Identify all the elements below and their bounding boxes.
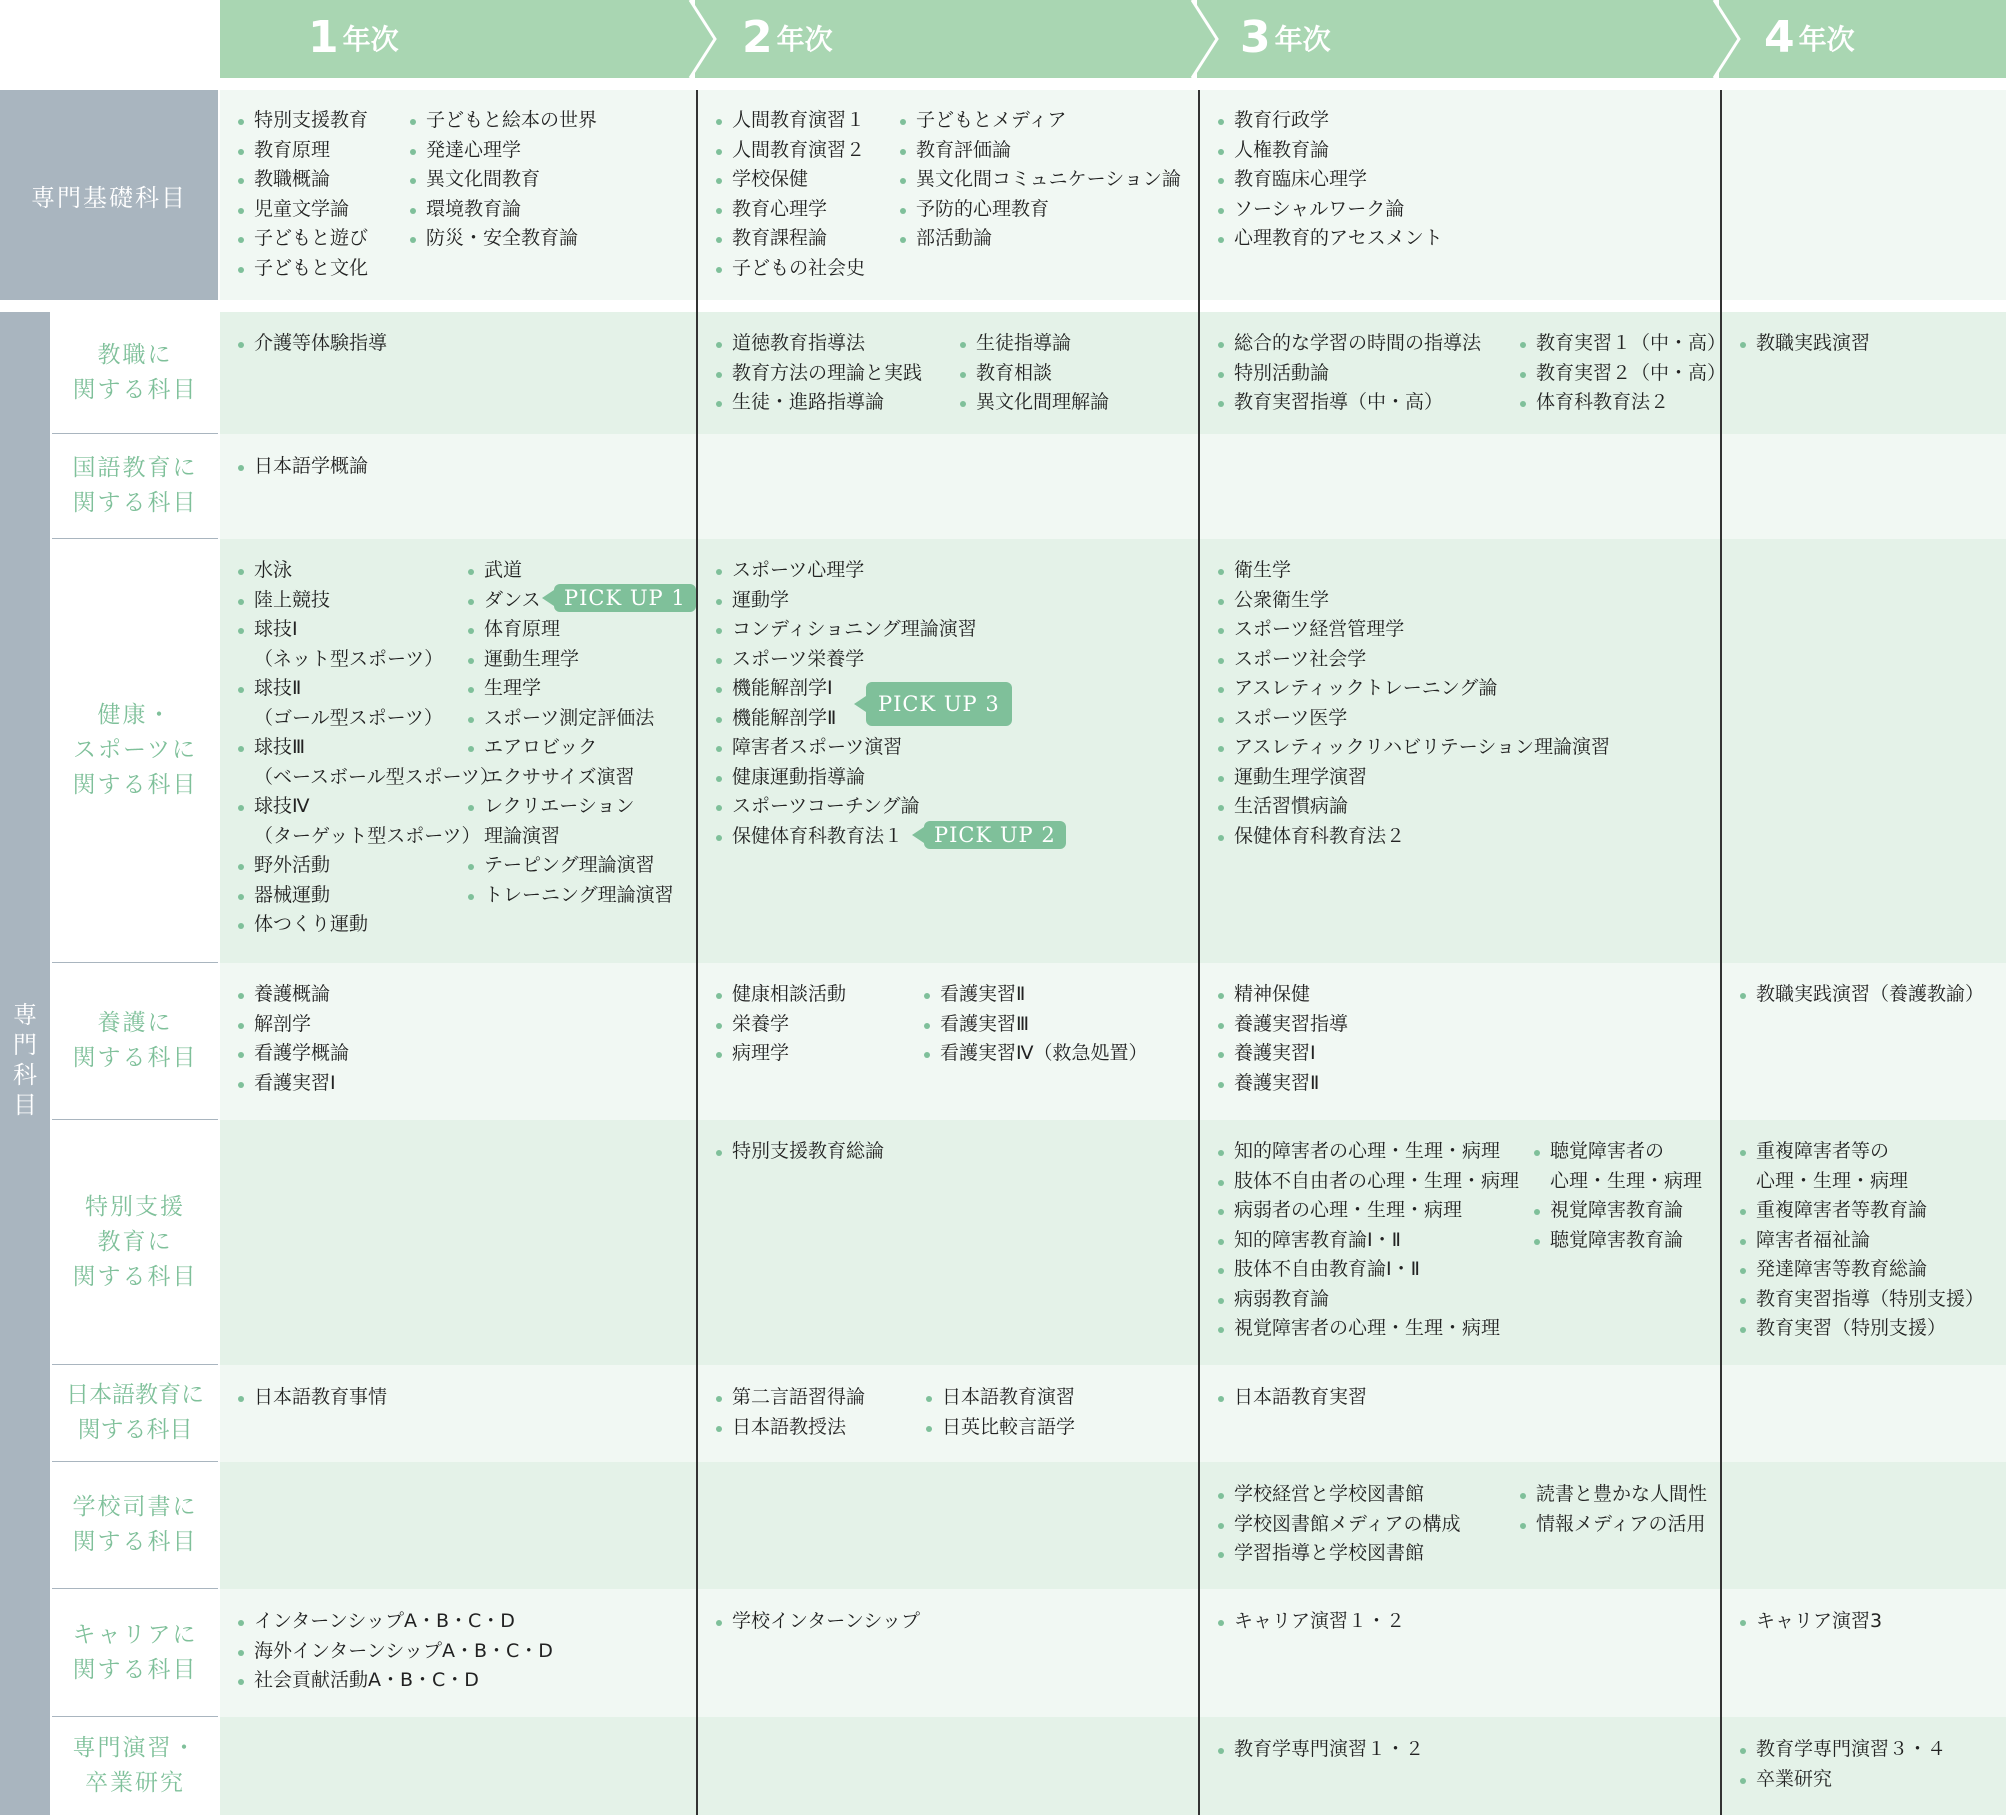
shisho-y3-list-b [1518, 1480, 1707, 1539]
subject-item: 運動学 [714, 586, 977, 616]
yogo-y1-list [236, 980, 349, 1098]
yogo-y4-list [1738, 980, 1984, 1010]
subject-item: 重複障害者等教育論 [1738, 1196, 1984, 1226]
subject-item: 養護実習Ⅱ [1216, 1069, 1348, 1099]
subject-item: 視覚障害教育論 [1532, 1196, 1702, 1226]
category-yogo: 養護に 関する科目 [52, 963, 218, 1120]
subject-item: 日本語学概論 [236, 452, 368, 482]
subject-item: 教育実習指導（特別支援） [1738, 1285, 1984, 1315]
category-sotsugyo: 専門演習・ 卒業研究 [52, 1717, 218, 1815]
subject-item: 運動生理学演習 [1216, 763, 1610, 793]
subject-item: 看護実習Ⅲ [922, 1010, 1148, 1040]
subject-item: 日本語教育実習 [1216, 1383, 1367, 1413]
subject-item: 体育原理 [466, 615, 674, 645]
subject-item: 生活習慣病論 [1216, 792, 1610, 822]
subject-item: 教育学専門演習３・４ [1738, 1735, 1946, 1765]
nihongo-y2-list-a [714, 1383, 865, 1442]
subject-item: 教育相談 [958, 359, 1109, 389]
sotsugyo-y3-list [1216, 1735, 1424, 1765]
subject-item: 機能解剖学Ⅰ [714, 674, 977, 704]
pickup-badge-1[interactable]: PICK UP 1 [554, 584, 696, 612]
base-y2-list-b [898, 106, 1181, 254]
subject-item: 生徒・進路指導論 [714, 388, 922, 418]
year-header-bar [0, 0, 2006, 80]
subject-item: アスレティックトレーニング論 [1216, 674, 1610, 704]
subject-item: （ターゲット型スポーツ） [254, 824, 481, 847]
kyoshoku-y1-list [236, 329, 387, 359]
subject-item: 教育実習１（中・高） [1518, 329, 1726, 359]
subject-item: 社会貢献活動A・B・C・D [236, 1666, 553, 1696]
subject-item: 看護学概論 [236, 1039, 349, 1069]
subject-item: 病弱者の心理・生理・病理 [1216, 1196, 1519, 1226]
subject-item: 学校経営と学校図書館 [1216, 1480, 1460, 1510]
shisho-row-bg [220, 1462, 2006, 1589]
subject-item: 読書と豊かな人間性 [1518, 1480, 1707, 1510]
subject-item: アスレティックリハビリテーション理論演習 [1216, 733, 1610, 763]
yogo-y2-list-a [714, 980, 846, 1069]
base-subjects-header: 専門基礎科目 [0, 90, 218, 300]
base-y2-list-a [714, 106, 865, 283]
subject-item: 子どもの社会史 [714, 254, 865, 284]
year-3-label: 3 年次 [1240, 12, 1331, 63]
subject-item: 病理学 [714, 1039, 846, 1069]
subject-item: 教育実習２（中・高） [1518, 359, 1726, 389]
subject-item: 日本語教育演習 [924, 1383, 1075, 1413]
subject-item: 子どもと文化 [236, 254, 368, 284]
subject-item: 球技Ⅰ [236, 615, 499, 645]
subject-item: スポーツ心理学 [714, 556, 977, 586]
subject-item: 水泳 [236, 556, 499, 586]
base-y1-list-b [408, 106, 597, 254]
subject-item: 部活動論 [898, 224, 1181, 254]
subject-item: （ネット型スポーツ） [254, 647, 444, 670]
subject-item: 養護実習Ⅰ [1216, 1039, 1348, 1069]
subject-item: 予防的心理教育 [898, 195, 1181, 225]
subject-item: 公衆衛生学 [1216, 586, 1610, 616]
subject-item: 学習指導と学校図書館 [1216, 1539, 1460, 1569]
subject-item: （ベースボール型スポーツ） [254, 765, 499, 788]
subject-item: 教育学専門演習１・２ [1216, 1735, 1424, 1765]
subject-item: 発達心理学 [408, 136, 597, 166]
subject-item: 栄養学 [714, 1010, 846, 1040]
subject-item: （ゴール型スポーツ） [254, 706, 443, 729]
senmon-subjects-header [0, 312, 50, 1815]
subject-item: 保健体育科教育法２ [1216, 822, 1610, 852]
subject-item: エクササイズ演習 [484, 765, 635, 788]
subject-item: 看護実習Ⅳ（救急処置） [922, 1039, 1148, 1069]
kyoshoku-y3-list-b [1518, 329, 1726, 418]
subject-item: 器械運動 [236, 881, 499, 911]
subject-item: 教育心理学 [714, 195, 865, 225]
column-divider [1198, 90, 1200, 1815]
subject-item: 教育方法の理論と実践 [714, 359, 922, 389]
nihongo-row-bg [220, 1365, 2006, 1462]
subject-item: 学校保健 [714, 165, 865, 195]
category-nihongo: 日本語教育に 関する科目 [52, 1365, 218, 1462]
subject-item: 異文化間理解論 [958, 388, 1109, 418]
subject-item: 人権教育論 [1216, 136, 1443, 166]
career-y1-list [236, 1607, 553, 1696]
kyoshoku-y4-list [1738, 329, 1870, 359]
kyoshoku-y2-list-b [958, 329, 1109, 418]
kyoshoku-y2-list-a [714, 329, 922, 418]
subject-item: 理論演習 [484, 824, 561, 847]
subject-item: 教育課程論 [714, 224, 865, 254]
subject-item: 教職概論 [236, 165, 368, 195]
career-y4-list [1738, 1607, 1882, 1637]
subject-item: 心理・生理・病理 [1756, 1169, 1909, 1192]
subject-item: 障害者スポーツ演習 [714, 733, 977, 763]
subject-item: 総合的な学習の時間の指導法 [1216, 329, 1481, 359]
subject-item: 第二言語習得論 [714, 1383, 865, 1413]
subject-item: 重複障害者等の [1738, 1137, 1984, 1167]
yogo-y3-list [1216, 980, 1348, 1098]
subject-item: テーピング理論演習 [466, 851, 674, 881]
subject-item: キャリア演習3 [1738, 1607, 1882, 1637]
career-y3-list [1216, 1607, 1405, 1637]
sotsugyo-y4-list [1738, 1735, 1946, 1794]
category-shisho: 学校司書に 関する科目 [52, 1462, 218, 1589]
subject-item: 体つくり運動 [236, 910, 499, 940]
yogo-y2-list-b [922, 980, 1148, 1069]
career-y2-list [714, 1607, 920, 1637]
subject-item: スポーツコーチング論 [714, 792, 977, 822]
subject-item: 聴覚障害教育論 [1532, 1226, 1702, 1256]
category-tokubetsu: 特別支援 教育に 関する科目 [52, 1120, 218, 1365]
subject-item: 教育原理 [236, 136, 368, 166]
subject-item: ダンス [466, 586, 674, 616]
subject-item: 肢体不自由者の心理・生理・病理 [1216, 1167, 1519, 1197]
subject-item: 知的障害教育論Ⅰ・Ⅱ [1216, 1226, 1519, 1256]
subject-item: 日本語教育事情 [236, 1383, 387, 1413]
subject-item: 児童文学論 [236, 195, 368, 225]
nihongo-y1-list [236, 1383, 387, 1413]
subject-item: 子どもと遊び [236, 224, 368, 254]
subject-item: 精神保健 [1216, 980, 1348, 1010]
subject-item: 教育実習指導（中・高） [1216, 388, 1481, 418]
subject-item: 武道 [466, 556, 674, 586]
subject-item: 生徒指導論 [958, 329, 1109, 359]
subject-item: スポーツ経営管理学 [1216, 615, 1610, 645]
shisho-y3-list-a [1216, 1480, 1460, 1569]
subject-item: スポーツ医学 [1216, 704, 1610, 734]
subject-item: 特別支援教育総論 [714, 1137, 884, 1167]
subject-item: 卒業研究 [1738, 1765, 1946, 1795]
subject-item: キャリア演習１・２ [1216, 1607, 1405, 1637]
subject-item: 肢体不自由教育論Ⅰ・Ⅱ [1216, 1255, 1519, 1285]
subject-item: 環境教育論 [408, 195, 597, 225]
subject-item: 特別活動論 [1216, 359, 1481, 389]
tokubetsu-y3-list-b [1532, 1137, 1702, 1255]
subject-item: 球技Ⅳ [236, 792, 499, 822]
base-y3-list-a [1216, 106, 1443, 254]
subject-item: 生理学 [466, 674, 674, 704]
subject-item: 看護実習Ⅰ [236, 1069, 349, 1099]
subject-item: 教職実践演習（養護教諭） [1738, 980, 1984, 1010]
subject-item: 視覚障害者の心理・生理・病理 [1216, 1314, 1519, 1344]
category-kenko: 健康・ スポーツに 関する科目 [52, 539, 218, 963]
subject-item: 子どもとメディア [898, 106, 1181, 136]
subject-item: 陸上競技 [236, 586, 499, 616]
subject-item: 知的障害者の心理・生理・病理 [1216, 1137, 1519, 1167]
subject-item: 教職実践演習 [1738, 329, 1870, 359]
subject-item: 学校図書館メディアの構成 [1216, 1510, 1460, 1540]
subject-item: 保健体育科教育法１ [714, 822, 977, 852]
year-2-label: 2 年次 [742, 12, 833, 63]
subject-item: 子どもと絵本の世界 [408, 106, 597, 136]
kyoshoku-y3-list-a [1216, 329, 1481, 418]
subject-item: 健康相談活動 [714, 980, 846, 1010]
nihongo-y2-list-b [924, 1383, 1075, 1442]
subject-item: 病弱教育論 [1216, 1285, 1519, 1315]
column-divider [696, 90, 698, 1815]
kenko-y3-list [1216, 556, 1610, 851]
subject-item: ソーシャルワーク論 [1216, 195, 1443, 225]
subject-item: 心理・生理・病理 [1550, 1169, 1703, 1192]
subject-item: スポーツ社会学 [1216, 645, 1610, 675]
subject-item: 人間教育演習２ [714, 136, 865, 166]
subject-item: スポーツ測定評価法 [466, 704, 674, 734]
subject-item: 防災・安全教育論 [408, 224, 597, 254]
subject-item: レクリエーション [466, 792, 674, 822]
subject-item: 教育実習（特別支援） [1738, 1314, 1984, 1344]
subject-item: スポーツ栄養学 [714, 645, 977, 675]
subject-item: 教育行政学 [1216, 106, 1443, 136]
subject-item: 学校インターンシップ [714, 1607, 920, 1637]
subject-item: 海外インターンシップA・B・C・D [236, 1637, 553, 1667]
subject-item: 情報メディアの活用 [1518, 1510, 1707, 1540]
subject-item: 聴覚障害者の [1532, 1137, 1702, 1167]
subject-item: 異文化間教育 [408, 165, 597, 195]
subject-item: 道徳教育指導法 [714, 329, 922, 359]
subject-item: 衛生学 [1216, 556, 1610, 586]
tokubetsu-y2-list [714, 1137, 884, 1167]
subject-item: 日英比較言語学 [924, 1413, 1075, 1443]
year-4-label: 4 年次 [1764, 12, 1855, 63]
subject-item: 球技Ⅲ [236, 733, 499, 763]
base-y1-list-a [236, 106, 368, 283]
subject-item: 心理教育的アセスメント [1216, 224, 1443, 254]
category-kyoshoku: 教職に 関する科目 [52, 312, 218, 434]
year-1-label: 1 年次 [308, 12, 399, 63]
subject-item: 野外活動 [236, 851, 499, 881]
subject-item: 人間教育演習１ [714, 106, 865, 136]
subject-item: 教育評価論 [898, 136, 1181, 166]
subject-item: コンディショニング理論演習 [714, 615, 977, 645]
subject-item: 養護概論 [236, 980, 349, 1010]
subject-item: トレーニング理論演習 [466, 881, 674, 911]
subject-item: 解剖学 [236, 1010, 349, 1040]
subject-item: 異文化間コミュニケーション論 [898, 165, 1181, 195]
subject-item: 運動生理学 [466, 645, 674, 675]
kenko-y1-list-a [236, 556, 499, 940]
tokubetsu-y4-list [1738, 1137, 1984, 1344]
subject-item: 球技Ⅱ [236, 674, 499, 704]
subject-item: 養護実習指導 [1216, 1010, 1348, 1040]
kokugo-y1-list [236, 452, 368, 482]
pickup-badge-3[interactable]: PICK UP 3 [866, 682, 1012, 726]
subject-item: 日本語教授法 [714, 1413, 865, 1443]
subject-item: 発達障害等教育総論 [1738, 1255, 1984, 1285]
subject-item: 障害者福祉論 [1738, 1226, 1984, 1256]
subject-item: 健康運動指導論 [714, 763, 977, 793]
subject-item: 介護等体験指導 [236, 329, 387, 359]
subject-item: 教育臨床心理学 [1216, 165, 1443, 195]
tokubetsu-y3-list-a [1216, 1137, 1519, 1344]
category-kokugo: 国語教育に 関する科目 [52, 434, 218, 539]
senmon-label: 専 門 科 目 [13, 1001, 37, 1119]
kokugo-row-bg [220, 434, 2006, 539]
pickup-badge-2[interactable]: PICK UP 2 [924, 821, 1066, 849]
nihongo-y3-list [1216, 1383, 1367, 1413]
category-career: キャリアに 関する科目 [52, 1589, 218, 1717]
subject-item: エアロビック [466, 733, 674, 763]
subject-item: 看護実習Ⅱ [922, 980, 1148, 1010]
subject-item: 機能解剖学Ⅱ [714, 704, 977, 734]
subject-item: 体育科教育法２ [1518, 388, 1726, 418]
subject-item: 特別支援教育 [236, 106, 368, 136]
subject-item: インターンシップA・B・C・D [236, 1607, 553, 1637]
